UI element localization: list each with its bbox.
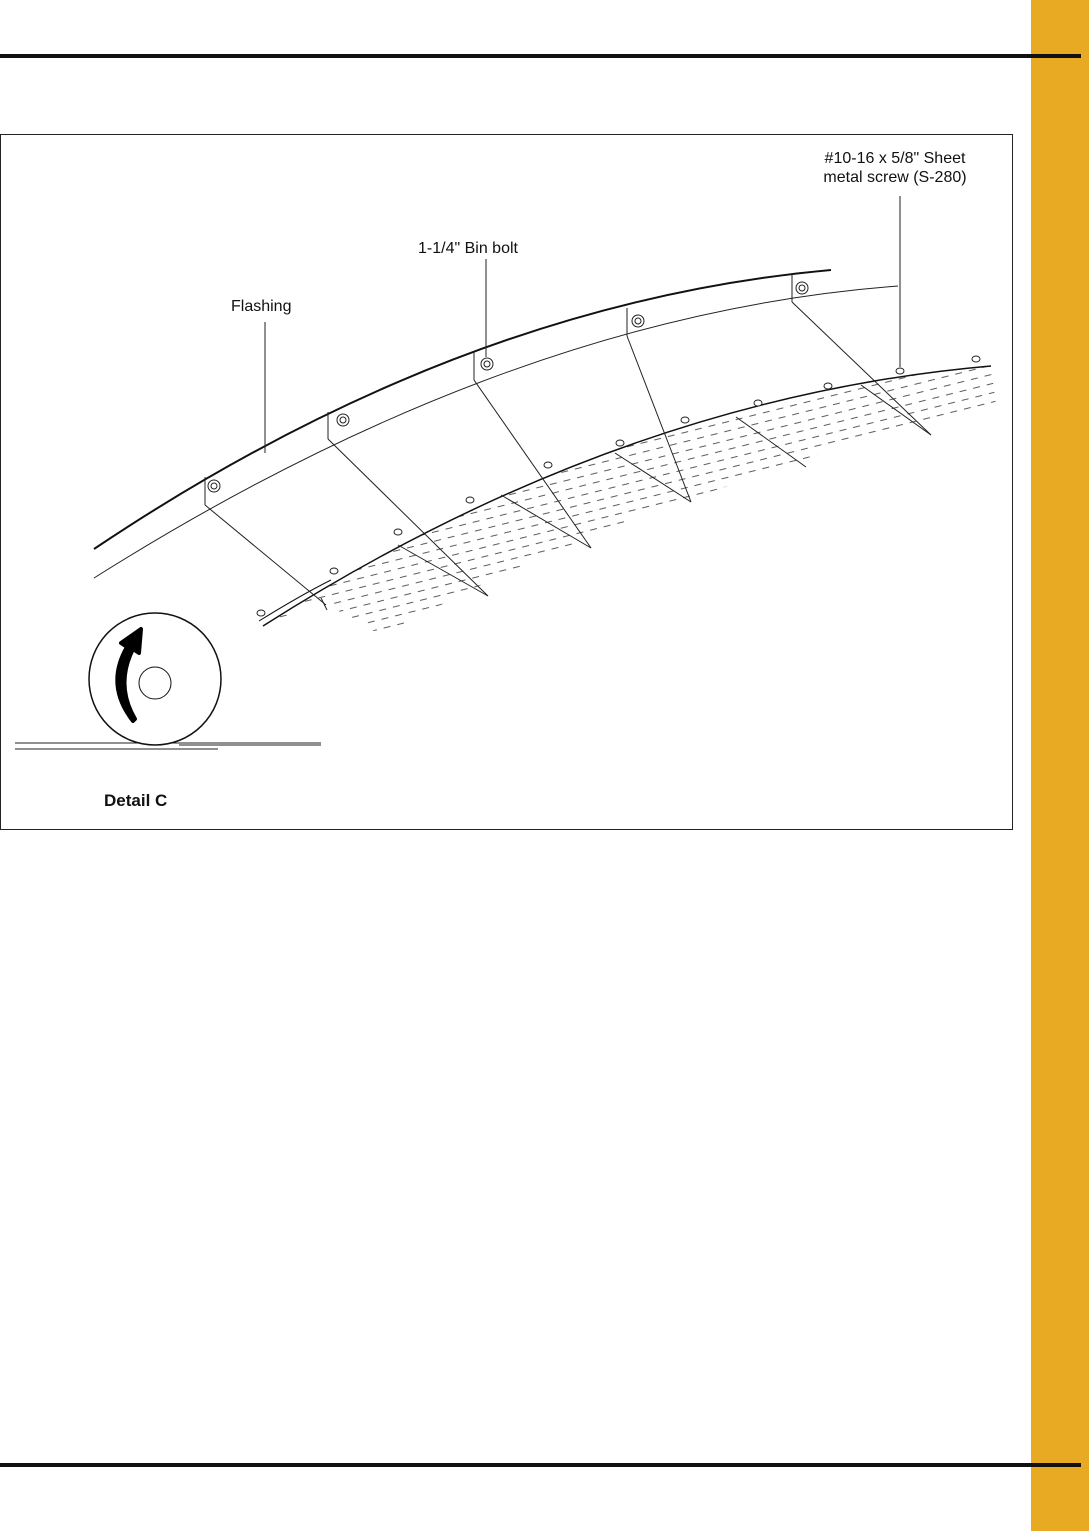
bin-key-plan: [15, 613, 321, 749]
sheet-metal-screw-label-line2: metal screw (S-280): [823, 169, 967, 186]
side-color-tab: [1031, 0, 1089, 1531]
screw-icon: [972, 356, 980, 362]
bin-bolt-label: 1-1/4" Bin bolt: [418, 240, 518, 257]
bin-bolt-icon: [632, 315, 644, 327]
footer-rule: [0, 1463, 1081, 1467]
screw-icon: [681, 417, 689, 423]
screw-icon: [257, 610, 265, 616]
screw-icon: [896, 368, 904, 374]
screw-icon: [544, 462, 552, 468]
roof-panel-ribs: [205, 302, 931, 610]
figure-detail-c: [0, 134, 1013, 830]
bin-bolt-icon: [337, 414, 349, 426]
header-rule: [0, 54, 1081, 58]
detail-caption: Detail C: [104, 791, 168, 810]
screw-icon: [754, 400, 762, 406]
bin-bolt-icon: [796, 282, 808, 294]
screw-icon: [394, 529, 402, 535]
flashing-outer-edge: [94, 270, 831, 549]
screw-icon: [330, 568, 338, 574]
bin-bolt-icon: [208, 480, 220, 492]
flashing-label: Flashing: [231, 298, 292, 315]
sheet-metal-screw-label-line1: #10-16 x 5/8" Sheet: [824, 150, 966, 167]
screw-icon: [466, 497, 474, 503]
screw-icon: [824, 383, 832, 389]
screw-icon: [616, 440, 624, 446]
roof-panel-hatching: [263, 366, 996, 635]
bin-bolt-icon: [481, 358, 493, 370]
bin-center: [139, 667, 171, 699]
sheet-metal-screw-label: [800, 149, 990, 187]
